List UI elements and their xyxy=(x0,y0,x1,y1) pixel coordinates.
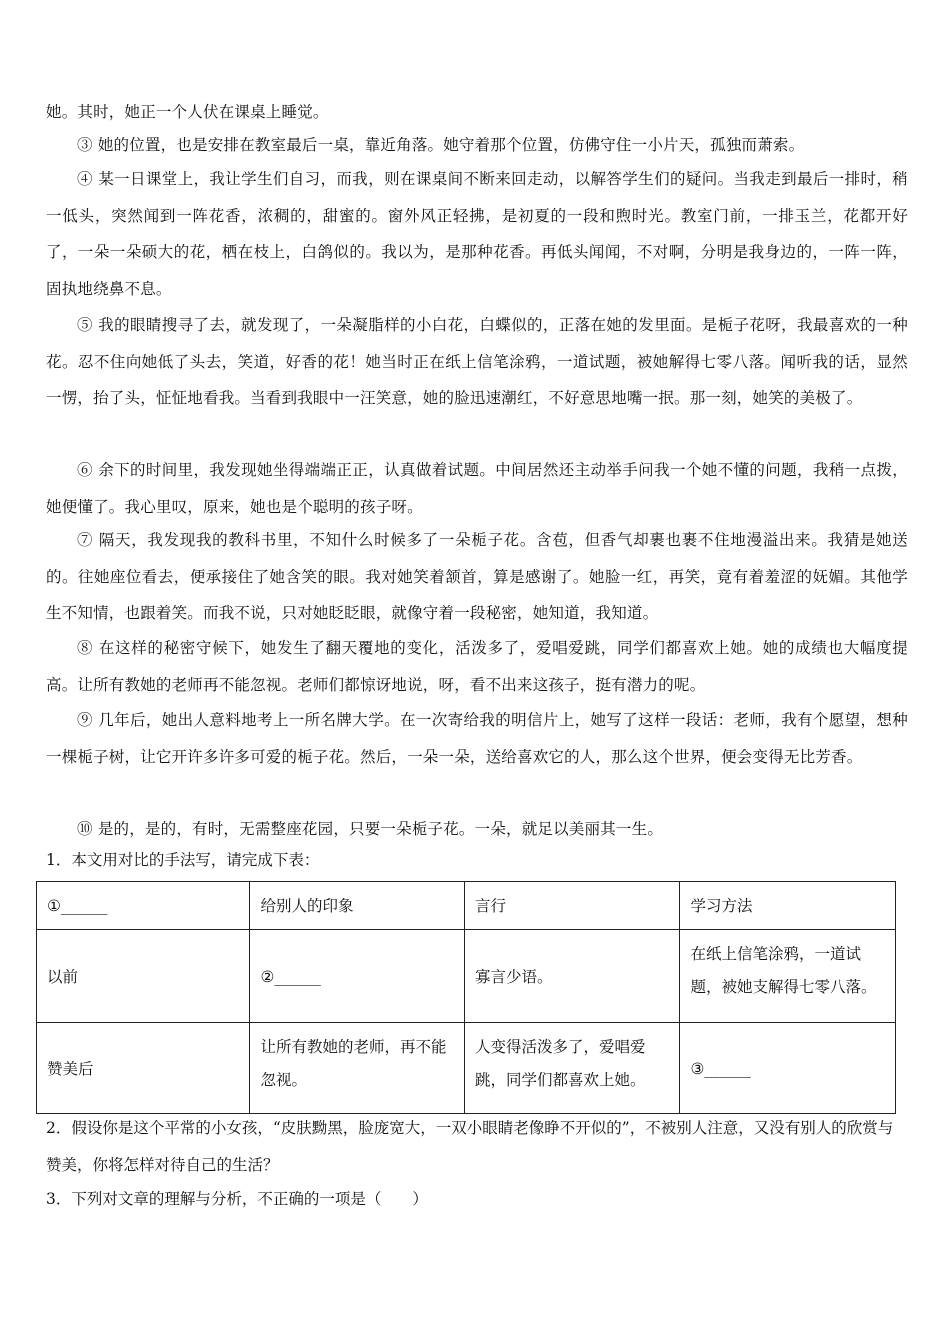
paragraph-6: ⑥ 余下的时间里，我发现她坐得端端正正，认真做着试题。中间居然还主动举手问我一个她不懂的问题，我稍一点拨，她便懂了。我心里叹，原来，她也是个聪明的孩子呀。 xyxy=(46,461,908,516)
table-cell: ①______ xyxy=(37,882,250,930)
table-cell: ③______ xyxy=(680,1023,896,1114)
table-cell: 言行 xyxy=(464,882,680,930)
table-cell: 赞美后 xyxy=(37,1023,250,1114)
paragraph-8: ⑧ 在这样的秘密守候下，她发生了翻天覆地的变化，活泼多了，爱唱爱跳，同学们都喜欢上她。她的成绩也大幅度提高。让所有教她的老师再不能忽视。老师们都惊讶地说，呀，看不出来这孩子，挺有潜力的呢。 xyxy=(46,639,908,694)
table-cell: 学习方法 xyxy=(680,882,896,930)
paragraph-3: ③ 她的位置，也是安排在教室最后一桌，靠近角落。她守着那个位置，仿佛守住一小片天，孤独而萧索。 xyxy=(77,136,805,154)
table-header-row xyxy=(37,882,896,930)
paragraph-5: ⑤ 我的眼睛搜寻了去，就发现了，一朵凝脂样的小白花，白蝶似的，正落在她的发里面。是栀子花呀，我最喜欢的一种花。忍不住向她低了头去，笑道，好香的花！她当时正在纸上信笔涂鸦，一道试题，被她解得七零八落。闻听我的话，显然一愣，抬了头，怔怔地看我。当看到我眼中一汪笑意，她的脸迅速潮红，不好意思地嘴一抿。那一刻，她笑的美极了。 xyxy=(46,316,908,407)
paragraph-continued: 她。其时，她正一个人伏在课桌上睡觉。 xyxy=(46,103,329,121)
table-cell: 以前 xyxy=(37,930,250,1023)
question-1: 1．本文用对比的手法写，请完成下表： xyxy=(46,851,320,869)
table-cell: 让所有教她的老师，再不能忽视。 xyxy=(250,1023,464,1114)
paragraph-9: ⑨ 几年后，她出人意料地考上一所名牌大学。在一次寄给我的明信片上，她写了这样一段话：老师，我有个愿望，想种一棵栀子树，让它开许多许多可爱的栀子花。然后，一朵一朵，送给喜欢它的人，那么这个世界，便会变得无比芳香。 xyxy=(46,711,908,766)
question-3: 3．下列对文章的理解与分析，不正确的一项是（ ） xyxy=(46,1190,428,1208)
table-row xyxy=(37,930,896,1023)
table-cell: ②______ xyxy=(250,930,464,1023)
paragraph-4: ④ 某一日课堂上，我让学生们自习，而我，则在课桌间不断来回走动，以解答学生们的疑问。当我走到最后一排时，稍一低头，突然闻到一阵花香，浓稠的，甜蜜的。窗外风正轻拂，是初夏的一段和煦时光。教室门前，一排玉兰，花都开好了，一朵一朵硕大的花，栖在枝上，白鸽似的。我以为，是那种花香。再低头闻闻，不对啊，分明是我身边的，一阵一阵，固执地绕鼻不息。 xyxy=(46,170,908,298)
table-row xyxy=(37,1023,896,1114)
table-cell: 寡言少语。 xyxy=(464,930,680,1023)
table-cell: 人变得活泼多了，爱唱爱跳，同学们都喜欢上她。 xyxy=(464,1023,680,1114)
table-cell: 给别人的印象 xyxy=(250,882,464,930)
question-2: 2．假设你是这个平常的小女孩，“皮肤黝黑，脸庞宽大，一双小眼睛老像睁不开似的”，不被别人注意，又没有别人的欣赏与赞美，你将怎样对待自己的生活？ xyxy=(46,1119,894,1174)
comparison-table xyxy=(36,881,896,1114)
paragraph-10: ⑩ 是的，是的，有时，无需整座花园，只要一朵栀子花。一朵，就足以美丽其一生。 xyxy=(77,820,664,838)
table-cell: 在纸上信笔涂鸦，一道试题，被她支解得七零八落。 xyxy=(680,930,896,1023)
paragraph-7: ⑦ 隔天，我发现我的教科书里，不知什么时候多了一朵栀子花。含苞，但香气却裹也裹不住地漫溢出来。我猜是她送的。往她座位看去，便承接住了她含笑的眼。我对她笑着颔首，算是感谢了。她脸一红，再笑，竟有着羞涩的妩媚。其他学生不知情，也跟着笑。而我不说，只对她眨眨眼，就像守着一段秘密，她知道，我知道。 xyxy=(46,531,908,622)
